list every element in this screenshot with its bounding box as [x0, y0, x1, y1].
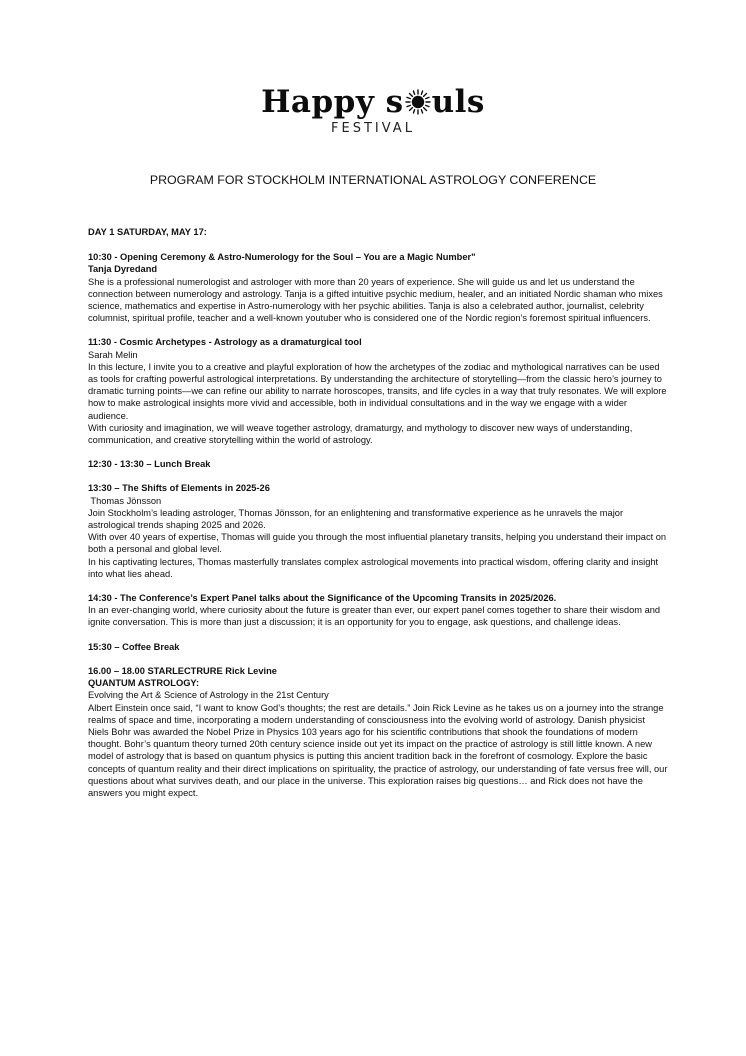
logo-subtitle: FESTIVAL [331, 121, 415, 136]
session-lunch-break [88, 458, 668, 470]
session-coffee-break [88, 641, 668, 653]
session-description: In his captivating lectures, Thomas masterfully translates complex astrological movements into practical wisdom, offering clarity and insight into what lies ahead. [88, 556, 659, 579]
session-shifts-of-elements [88, 482, 668, 580]
session-heading: 16.00 – 18.00 STARLECTRURE Rick Levine [88, 665, 277, 676]
session-description: Albert Einstein once said, “I want to know God’s thoughts; the rest are details.” Join Rick Levine as he takes us on a journey into the strange realms of space and time, incorporating a modern understanding of consciousness into the evolving world of astrology. Danish physicist Niels Bohr was awarded the Nobel Prize in Physics 103 years ago for his scientific contributions that shook the foundations of modern thought. Bohr’s quantum theory turned 20th century science inside out yet its impact on the practice of astrology is still little known. A new model of astrology that is based on quantum physics is putting this ancient tradition back in the forefront of cosmology. Explore the basic concepts of quantum reality and their direct implications on spirituality, the practice of astrology, our understanding of fate versus free will, our questions about what survives death, and our place in the universe. This exploration raises big questions… and Rick does not have the answers you might expect. [88, 702, 668, 798]
session-heading: 14:30 - The Conference’s Expert Panel talks about the Significance of the Upcoming Transits in 2025/2026. [88, 593, 557, 604]
session-heading: 10:30 - Opening Ceremony & Astro-Numerology for the Soul – You are a Magic Number" [88, 252, 476, 263]
session-description: With over 40 years of expertise, Thomas will guide you through the most influential planetary transits, helping you understand their impact on both a personal and global level. [88, 532, 667, 555]
session-heading: 11:30 - Cosmic Archetypes - Astrology as a dramaturgical tool [88, 337, 362, 348]
program-content [88, 226, 668, 811]
session-speaker: Tanja Dyredand [88, 264, 158, 275]
session-description: With curiosity and imagination, we will weave together astrology, dramaturgy, and mythology to discover new ways of understanding, communication, and creative storytelling within the world of astrology. [88, 422, 633, 446]
session-star-lecture [88, 665, 668, 799]
session-description: She is a professional numerologist and astrologer with more than 20 years of experience. She will guide us and let us understand the connection between numerology and astrology. Tanja is a gifted intuitive psychic medium, healer, and an initiated Nordic shaman who mixes science, mathematics and expertise in Astro-numerology with her psychic abilities. Tanja is also a celebrated author, journalist, celebrity columnist, spiritual profile, teacher and a well-known youtuber who is considered one of the Nordic region’s foremost spiritual influencers. [88, 276, 663, 324]
festival-logo [0, 84, 746, 136]
session-description: In this lecture, I invite you to a creative and playful exploration of how the archetypes of the zodiac and mythological narratives can be used as tools for crafting powerful astrological interpretations. By understanding the architecture of storytelling—from the classic hero’s journey to dramatic turning points—we can refine our ability to narrate horoscopes, transits, and life cycles in a way that truly resonates. We will explore how to make astrological insights more vivid and accessible, both in individual consultations and in the way we engage with a wider audience. [88, 361, 667, 421]
session-cosmic-archetypes [88, 336, 668, 446]
session-opening [88, 251, 668, 324]
logo-wordmark [261, 84, 485, 120]
sun-icon [405, 89, 431, 115]
day-heading: DAY 1 SATURDAY, MAY 17: [88, 227, 207, 237]
session-speaker: Thomas Jönsson [88, 495, 162, 506]
logo-word-end: uls [431, 84, 485, 120]
session-description: Join Stockholm’s leading astrologer, Thomas Jönsson, for an enlightening and transformative experience as he unravels the major astrological trends shaping 2025 and 2026. [88, 507, 624, 531]
session-tagline: Evolving the Art & Science of Astrology in the 21st Century [88, 690, 329, 701]
session-speaker: Sarah Melin [88, 349, 138, 360]
session-heading: 13:30 – The Shifts of Elements in 2025-26 [88, 483, 270, 494]
session-description: In an ever-changing world, where curiosity about the future is greater than ever, our expert panel comes together to share their wisdom and ignite conversation. This is more than just a discussion; it is an opportunity for you to engage, ask questions, and challenge ideas. [88, 605, 661, 628]
page-title: PROGRAM FOR STOCKHOLM INTERNATIONAL ASTROLOGY CONFERENCE [149, 173, 597, 187]
session-heading: 15:30 – Coffee Break [88, 641, 180, 652]
session-heading: 12:30 - 13:30 – Lunch Break [88, 459, 211, 470]
session-expert-panel [88, 592, 668, 629]
logo-word-start: Happy s [261, 84, 404, 120]
session-subheading: QUANTUM ASTROLOGY: [88, 678, 200, 689]
